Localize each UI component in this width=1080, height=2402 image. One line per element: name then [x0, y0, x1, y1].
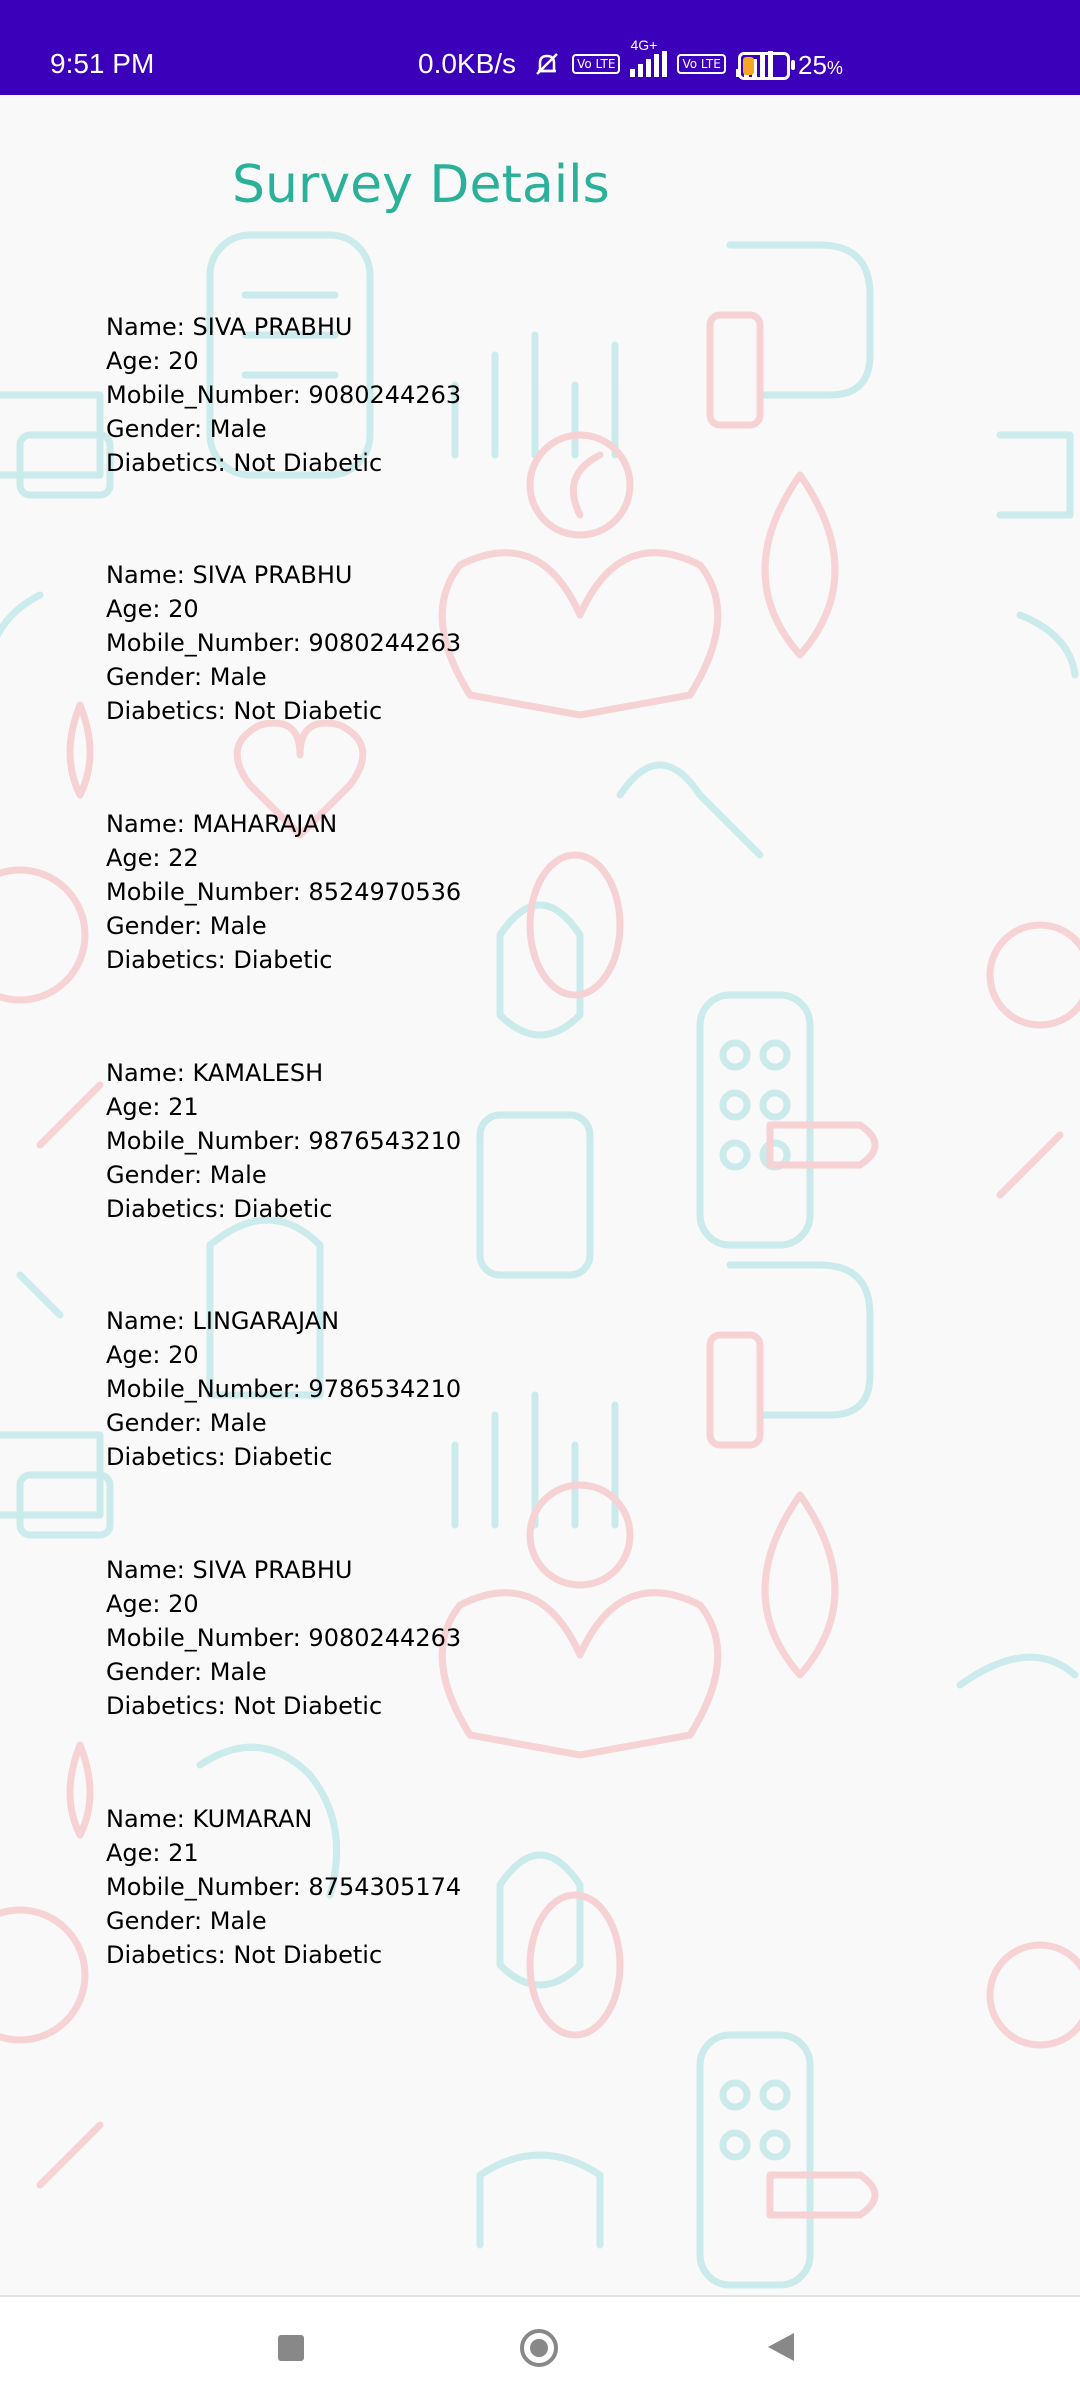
record-gender: Gender: Male [106, 912, 267, 940]
record-diabetics: Diabetics: Not Diabetic [106, 1941, 383, 1969]
record-mobile: Mobile_Number: 9786534210 [106, 1375, 462, 1403]
record-gender: Gender: Male [106, 1161, 267, 1189]
record-name: Name: KUMARAN [106, 1805, 313, 1833]
record-name: Name: MAHARAJAN [106, 810, 338, 838]
back-triangle-icon[interactable] [762, 2327, 806, 2371]
signal-icon [630, 37, 667, 77]
recents-square-icon[interactable] [270, 2327, 314, 2371]
system-navigation-bar [0, 2295, 1080, 2402]
survey-record-1 [106, 310, 461, 480]
network-type: 4G+ [630, 37, 658, 53]
network-speed: 0.0KB/s [418, 48, 517, 79]
status-bar [0, 0, 1080, 95]
main-content[interactable] [0, 95, 1080, 2295]
battery-indicator [738, 50, 843, 81]
volte-icon: Vo LTE [572, 54, 620, 74]
record-gender: Gender: Male [106, 1409, 267, 1437]
status-icons-group [418, 37, 773, 80]
survey-record-6 [106, 1553, 461, 1723]
record-mobile: Mobile_Number: 8754305174 [106, 1873, 462, 1901]
survey-record-5 [106, 1304, 461, 1474]
record-mobile: Mobile_Number: 9080244263 [106, 629, 462, 657]
record-mobile: Mobile_Number: 9080244263 [106, 1624, 462, 1652]
survey-record-3 [106, 807, 461, 977]
record-name: Name: LINGARAJAN [106, 1307, 340, 1335]
record-gender: Gender: Male [106, 1658, 267, 1686]
record-name: Name: SIVA PRABHU [106, 1556, 353, 1584]
record-diabetics: Diabetics: Not Diabetic [106, 449, 383, 477]
battery-fill [743, 57, 754, 75]
home-circle-icon[interactable] [518, 2327, 562, 2371]
record-age: Age: 22 [106, 844, 199, 872]
record-gender: Gender: Male [106, 663, 267, 691]
record-diabetics: Diabetics: Not Diabetic [106, 697, 383, 725]
survey-record-7 [106, 1802, 461, 1972]
record-age: Age: 21 [106, 1839, 199, 1867]
record-mobile: Mobile_Number: 9876543210 [106, 1127, 462, 1155]
battery-percent: 25% [798, 50, 843, 80]
record-age: Age: 20 [106, 1590, 199, 1618]
record-age: Age: 20 [106, 1341, 199, 1369]
survey-record-4 [106, 1056, 461, 1226]
status-time: 9:51 PM [50, 48, 155, 79]
record-diabetics: Diabetics: Diabetic [106, 1195, 333, 1223]
record-name: Name: KAMALESH [106, 1059, 324, 1087]
record-gender: Gender: Male [106, 1907, 267, 1935]
mute-bell-icon [532, 49, 562, 79]
record-diabetics: Diabetics: Diabetic [106, 946, 333, 974]
record-name: Name: SIVA PRABHU [106, 561, 353, 589]
record-name: Name: SIVA PRABHU [106, 313, 353, 341]
battery-icon [738, 52, 790, 80]
record-mobile: Mobile_Number: 9080244263 [106, 381, 462, 409]
record-diabetics: Diabetics: Not Diabetic [106, 1692, 383, 1720]
record-diabetics: Diabetics: Diabetic [106, 1443, 333, 1471]
record-mobile: Mobile_Number: 8524970536 [106, 878, 462, 906]
record-gender: Gender: Male [106, 415, 267, 443]
survey-record-2 [106, 558, 461, 728]
page-title: Survey Details [232, 155, 610, 215]
record-age: Age: 20 [106, 347, 199, 375]
volte-icon-2: Vo LTE [677, 54, 725, 74]
record-age: Age: 21 [106, 1093, 199, 1121]
record-age: Age: 20 [106, 595, 199, 623]
